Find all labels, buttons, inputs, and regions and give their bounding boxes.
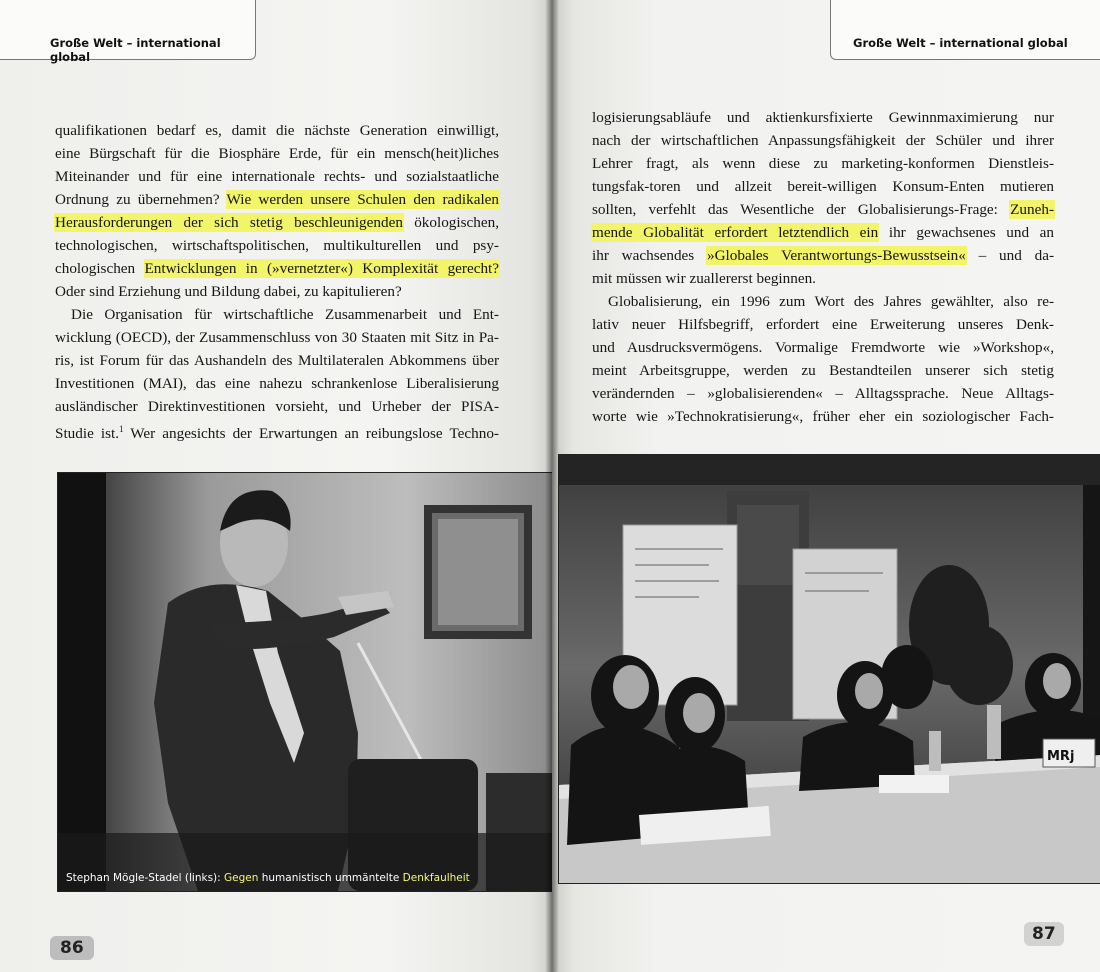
- footnote-marker: 1: [119, 424, 124, 434]
- photo-caption: [66, 872, 470, 884]
- text-fragment: – und da-: [978, 247, 1055, 264]
- text-line: Lehrer fragt, als wenn diese zu marketing-konformen Dienstleis-: [592, 155, 1054, 172]
- caption-text: Stephan Mögle-Stadel (links):: [66, 872, 221, 884]
- text-fragment: Ordnung zu übernehmen?: [55, 191, 220, 208]
- text-line: und Ausdrucksvermögens. Vormalige Fremdworte wie »Workshop«,: [592, 339, 1054, 356]
- page-number-right: 87: [1024, 922, 1064, 946]
- right-page: [552, 0, 1100, 972]
- body-text-left: [55, 119, 499, 445]
- caption-highlight: Denkfaulheit: [402, 872, 470, 884]
- highlighted-text: Wie werden unsere Schulen den radikalen: [226, 191, 499, 208]
- text-fragment: ihr gewachsenes und an: [888, 224, 1054, 241]
- text-line: Die Organisation für wirtschaftliche Zusammenarbeit und Ent-: [71, 306, 499, 323]
- caption-text: humanistisch ummäntelte: [261, 872, 400, 884]
- text-line: [592, 221, 1054, 244]
- text-line: wicklung (OECD), der Zusammenschluss von 30 Staaten mit Sitz in Pa-: [55, 329, 499, 346]
- running-head-right: Große Welt – international global: [830, 0, 1100, 60]
- text-line: meint Arbeitsgruppe, werden zu Bestandteilen unserer sich stetig: [592, 362, 1054, 379]
- text-line: Globalisierung, ein 1996 zum Wort des Jahres gewählter, also re-: [608, 293, 1054, 310]
- text-line: mit müssen wir zuallererst beginnen.: [592, 270, 816, 287]
- text-line: technologischen, wirtschaftspolitischen, multikulturellen und psy-: [55, 237, 499, 254]
- highlighted-text: Zuneh-: [1010, 201, 1054, 218]
- text-line: nach der wirtschaftlichen Anpassungsfähigkeit der Schüler und ihrer: [592, 132, 1054, 149]
- text-line: Miteinander und für eine internationale rechts- und sozialstaatliche: [55, 168, 499, 185]
- text-line: ris, ist Forum für das Aushandeln des Multilateralen Abkommens über: [55, 352, 499, 369]
- text-fragment: Wer angesichts der Erwartungen an reibungslose Techno-: [123, 425, 499, 443]
- text-line: [55, 211, 499, 234]
- text-line: [55, 418, 499, 445]
- text-line: Investitionen (MAI), das eine nahezu schrankenlose Liberalisierung: [55, 375, 499, 392]
- name-card-text: MRj: [1047, 749, 1075, 764]
- page-number-left: 86: [50, 936, 94, 960]
- text-line: [592, 244, 1054, 267]
- text-line: Oder sind Erziehung und Bildung dabei, zu kapitulieren?: [55, 283, 402, 300]
- speaker-photo-image: [58, 473, 552, 891]
- text-line: verändernden – »globalisierenden« – Alltagssprache. Neue Alltags-: [592, 385, 1054, 402]
- text-fragment: chologischen: [55, 260, 136, 277]
- photo-speaker: [57, 472, 552, 892]
- text-fragment: sollten, verfehlt das Wesentliche der Globalisierungs-Frage:: [592, 201, 998, 218]
- text-line: lativ neuer Hilfsbegriff, erfordert eine Erweiterung unseres Denk-: [592, 316, 1054, 333]
- body-text-right: [592, 106, 1054, 428]
- text-fragment: ihr wachsendes: [592, 247, 695, 264]
- running-head-left: Große Welt – international global: [0, 0, 256, 60]
- photo-audience: [558, 454, 1100, 884]
- text-line: eine Bürgschaft für die Biosphäre Erde, für ein mensch(heit)liches: [55, 145, 499, 162]
- highlighted-text: mende Globalität erfordert letztendlich ein: [592, 224, 879, 241]
- text-fragment: Studie ist.: [55, 425, 120, 443]
- text-line: ausländischer Direktinvestitionen vorsieht, und Urheber der PISA-: [55, 398, 499, 415]
- text-line: logisierungsabläufe und aktienkursfixierte Gewinnmaximierung nur: [592, 109, 1054, 126]
- highlighted-text: »Globales Verantwortungs-Bewusstsein«: [707, 247, 966, 264]
- text-fragment: ökologischen,: [414, 214, 499, 231]
- text-line: qualifikationen bedarf es, damit die nächste Generation einwilligt,: [55, 122, 499, 139]
- audience-photo-image: [559, 455, 1100, 883]
- book-gutter: [545, 0, 559, 972]
- highlighted-text: Herausforderungen der sich stetig beschleunigenden: [55, 214, 403, 231]
- text-line: [55, 257, 499, 280]
- text-line: tungsfak-toren und allzeit bereit-willigen Konsum-Enten mutieren: [592, 178, 1054, 195]
- text-line: [55, 188, 499, 211]
- caption-highlight: Gegen: [224, 872, 259, 884]
- text-line: worte wie »Technokratisierung«, früher eher ein soziologischer Fach-: [592, 408, 1054, 425]
- highlighted-text: Entwicklungen in (»vernetzter«) Komplexität gerecht?: [144, 260, 500, 277]
- text-line: [592, 198, 1054, 221]
